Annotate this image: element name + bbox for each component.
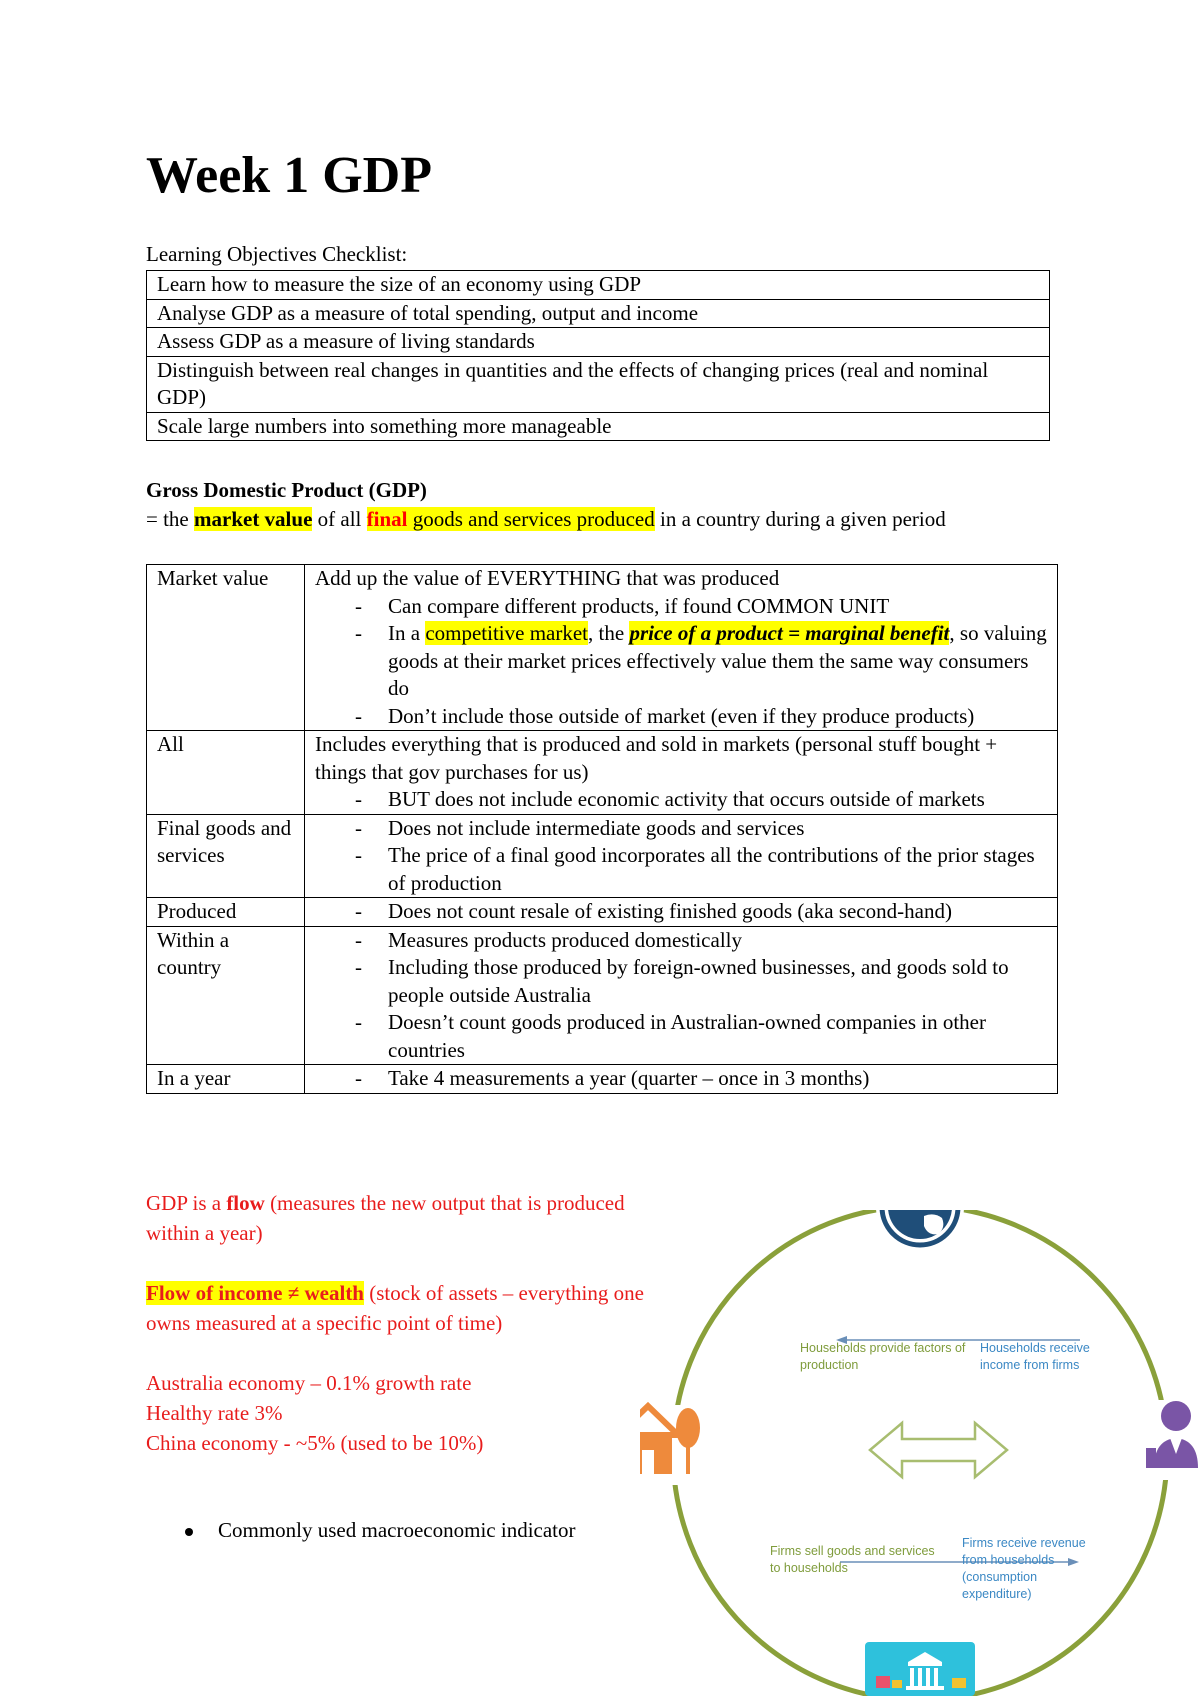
label-line: income from firms [980, 1358, 1080, 1372]
list-text: In a [388, 621, 426, 645]
label-firms-sell [770, 1543, 935, 1577]
label-line: (consumption [962, 1570, 1038, 1584]
bullet-item: Commonly used macroeconomic indicator [218, 1518, 576, 1542]
term-cell: Final goods and services [147, 814, 305, 898]
house-icon [640, 1405, 700, 1485]
objective-item: Learn how to measure the size of an economy using GDP [147, 271, 1050, 300]
globe-icon [876, 1210, 964, 1251]
note-flow-bold: flow [226, 1191, 265, 1215]
label-line: to households [770, 1561, 848, 1575]
list-item: - Take 4 measurements a year (quarter – once in 3 months) [315, 1065, 1047, 1093]
def-text: in a country during a given period [654, 507, 946, 531]
explanation-intro: Includes everything that is produced and sold in markets (personal stuff bought + things that gov purchases for us) [315, 732, 998, 784]
note-growth-rates [146, 1368, 666, 1458]
label-firms-receive [962, 1535, 1086, 1603]
double-arrow-icon [870, 1423, 1007, 1477]
label-households-provide [800, 1340, 965, 1374]
label-households-receive [980, 1340, 1090, 1374]
label-line: production [800, 1358, 859, 1372]
table-row [147, 565, 1058, 731]
note-wealth [146, 1278, 666, 1338]
term-cell: In a year [147, 1065, 305, 1094]
table-row [147, 271, 1050, 300]
explanation-cell [305, 814, 1058, 898]
explanation-list [315, 815, 1047, 898]
term-cell: Market value [147, 565, 305, 731]
label-line: Firms sell goods and services [770, 1544, 935, 1558]
table-row [147, 412, 1050, 441]
term-cell: All [147, 731, 305, 815]
term-cell: Produced [147, 898, 305, 927]
label-line: Households receive [980, 1341, 1090, 1355]
bullet-icon [185, 1528, 193, 1536]
list-text: , so valuing goods at their market prices effectively value them the same way consumers do [388, 621, 1047, 700]
notes-section [146, 1188, 666, 1488]
explanation-cell [305, 898, 1058, 927]
flow-ring [673, 1210, 1167, 1696]
table-row [147, 1065, 1058, 1094]
explanation-cell [305, 731, 1058, 815]
checklist-label: Learning Objectives Checklist: [146, 242, 408, 266]
objective-item: Analyse GDP as a measure of total spending, output and income [147, 299, 1050, 328]
note-text: GDP is a [146, 1191, 227, 1215]
explanation-list [315, 593, 1047, 731]
note-china: China economy - ~5% (used to be 10%) [146, 1431, 484, 1455]
table-row [147, 328, 1050, 357]
def-text: = the [146, 507, 194, 531]
note-text: (measures the new output that is produced within a year) [146, 1191, 625, 1245]
definition-table [146, 564, 1058, 1094]
list-item: - Doesn’t count goods produced in Australian-owned companies in other countries [315, 1009, 1047, 1064]
explanation-list [315, 898, 1047, 926]
explanation-cell [305, 926, 1058, 1065]
explanation-cell [305, 565, 1058, 731]
list-item: - The price of a final good incorporates all the contributions of the prior stages of production [315, 842, 1047, 897]
list-item: - Does not include intermediate goods and services [315, 815, 1047, 843]
explanation-cell [305, 1065, 1058, 1094]
label-line: Firms receive revenue [962, 1536, 1086, 1550]
note-flow [146, 1188, 666, 1248]
table-row [147, 731, 1058, 815]
explanation-list [315, 927, 1047, 1065]
highlight-price-marginal-benefit: price of a product = marginal benefit [629, 621, 950, 645]
gdp-definition [146, 505, 1026, 534]
objective-item: Distinguish between real changes in quantities and the effects of changing prices (real and nominal GDP) [147, 356, 1050, 412]
list-item: - Don’t include those outside of market (even if they produce products) [315, 703, 1047, 731]
note-healthy: Healthy rate 3% [146, 1401, 283, 1425]
term-cell: Within a country [147, 926, 305, 1065]
explanation-intro: Add up the value of EVERYTHING that was produced [315, 566, 780, 590]
note-australia: Australia economy – 0.1% growth rate [146, 1371, 472, 1395]
objectives-table [146, 270, 1050, 441]
note-wealth-highlight: Flow of income ≠ wealth [146, 1281, 364, 1305]
list-text: , the [588, 621, 630, 645]
objective-item: Assess GDP as a measure of living standards [147, 328, 1050, 357]
firm-person-icon [1145, 1400, 1200, 1480]
explanation-list [315, 786, 1047, 814]
circular-flow-diagram [640, 1210, 1200, 1696]
def-highlight-market-value: market value [194, 507, 313, 531]
page-title: Week 1 GDP [146, 147, 432, 204]
list-item: - Measures products produced domestically [315, 927, 1047, 955]
list-item: - Does not count resale of existing finished goods (aka second-hand) [315, 898, 1047, 926]
note-text: (stock of assets – everything one owns measured at a specific point of time) [146, 1281, 644, 1335]
label-line: expenditure) [962, 1587, 1032, 1601]
section-heading: Gross Domestic Product (GDP) [146, 478, 427, 502]
table-row [147, 898, 1058, 927]
def-text: of all [312, 507, 367, 531]
def-highlight-final: final [366, 507, 408, 531]
list-item: - Including those produced by foreign-owned businesses, and goods sold to people outside Australia [315, 954, 1047, 1009]
list-item [315, 620, 1047, 703]
list-item: - Can compare different products, if found COMMON UNIT [315, 593, 1047, 621]
explanation-list [315, 1065, 1047, 1093]
highlight-competitive-market: competitive market [425, 621, 589, 645]
table-row [147, 299, 1050, 328]
list-item: - BUT does not include economic activity that occurs outside of markets [315, 786, 1047, 814]
objective-item: Scale large numbers into something more manageable [147, 412, 1050, 441]
label-line: Households provide factors of [800, 1341, 966, 1355]
table-row [147, 356, 1050, 412]
def-highlight-goods: goods and services produced [407, 507, 655, 531]
government-building-icon [865, 1642, 975, 1696]
table-row [147, 814, 1058, 898]
table-row [147, 926, 1058, 1065]
label-line: from households [962, 1553, 1055, 1567]
